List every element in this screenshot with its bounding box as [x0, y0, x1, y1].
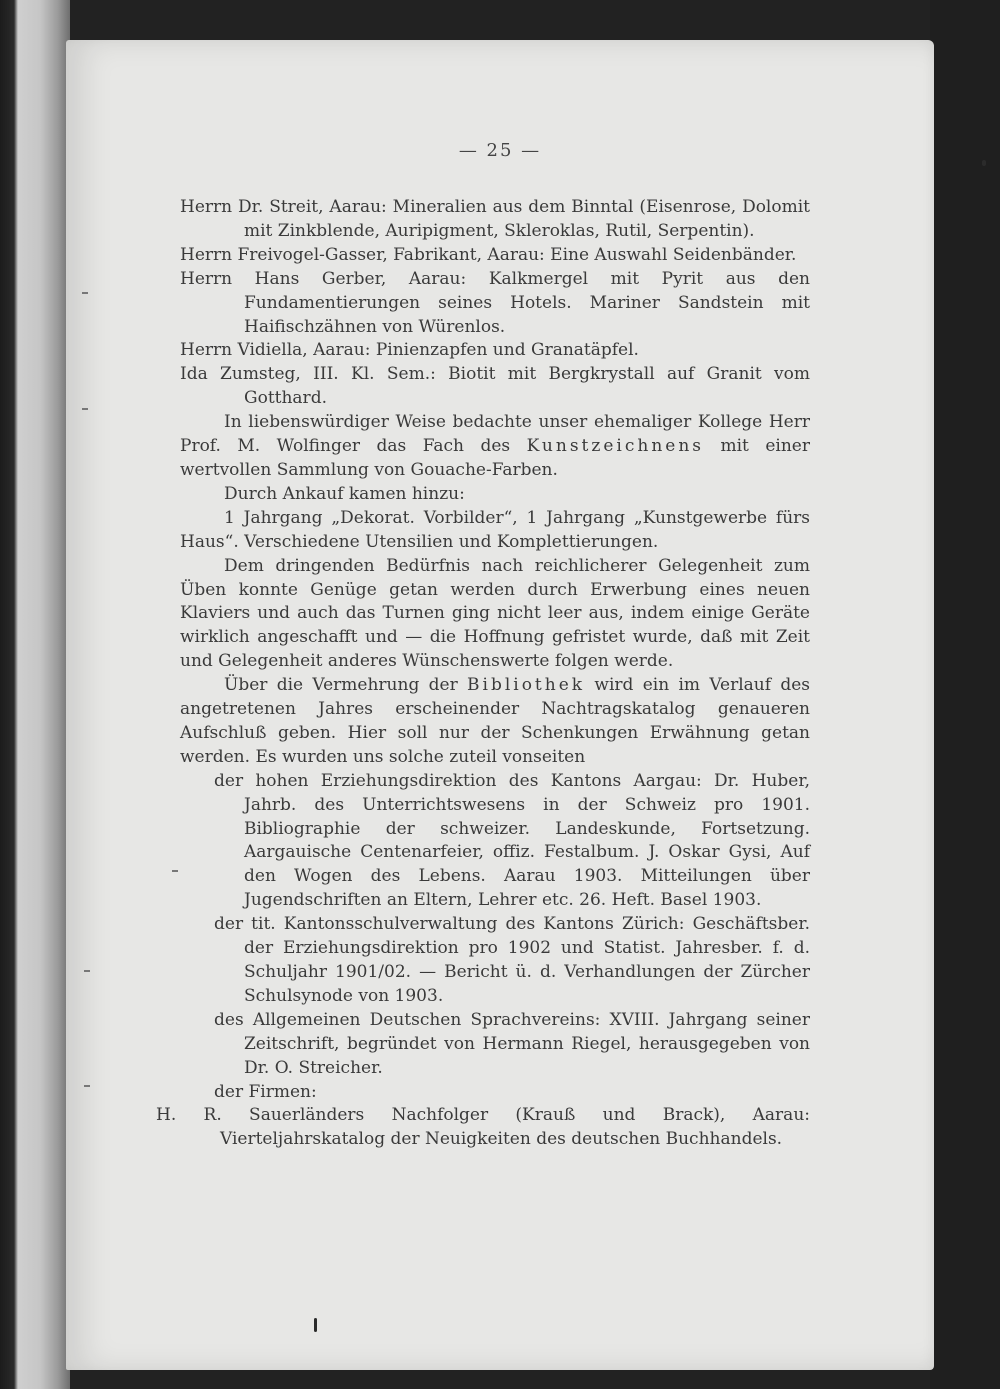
paragraph-beduerfnis: Dem dringenden Bedürfnis nach reichlicherer Gelegenheit zum Üben konnte Genüge getan werden durch Erwerbung eines neuen Klaviers und auch das Turnen ging nicht leer aus, indem einige Geräte wirklich angeschafft und — die Hoffnung gefristet wurde, daß mit Zeit und Gelegenheit anderes Wünschenswerte folgen werde. — [180, 555, 810, 672]
paragraph-wolfinger — [180, 411, 810, 483]
entry-streit: Herrn Dr. Streit, Aarau: Mineralien aus dem Binntal (Eisenrose, Dolomit mit Zinkblende, Auripigment, Skleroklas, Rutil, Serpentin). — [180, 197, 810, 241]
donor-kantonsschulverwaltung: der tit. Kantonsschulverwaltung des Kantons Zürich: Geschäftsber. der Erziehungsdirektion pro 1902 und Statist. Jahresber. f. d. Schuljahr 1901/02. — Bericht ü. d. Verhandlungen der Zürcher Schulsynode von 1903. — [214, 914, 810, 1006]
entry-vidiella: Herrn Vidiella, Aarau: Pinienzapfen und Granatäpfel. — [180, 340, 639, 361]
margin-mark — [82, 408, 88, 410]
margin-mark — [84, 1085, 90, 1087]
margin-mark — [172, 870, 178, 872]
donor-sprachverein: des Allgemeinen Deutschen Sprachvereins: XVIII. Jahrgang seiner Zeitschrift, begründet von Hermann Riegel, herausgegeben von Dr. O. Streicher. — [214, 1009, 810, 1078]
ink-fleck — [314, 1318, 317, 1332]
spaced-word-bibliothek: Bibliothek — [467, 675, 586, 696]
paragraph-ankauf: Durch Ankauf kamen hinzu: — [224, 483, 465, 504]
firmen-entry: H. R. Sauerländers Nachfolger (Krauß und Brack), Aarau: Vierteljahrskatalog der Neuigkeiten des deutschen Buchhandels. — [156, 1105, 810, 1150]
entry-zumsteg: Ida Zumsteg, III. Kl. Sem.: Biotit mit Bergkrystall auf Granit vom Gotthard. — [180, 364, 810, 409]
entry-gerber: Herrn Hans Gerber, Aarau: Kalkmergel mit Pyrit aus den Fundamentierungen seines Hotels. Mariner Sandstein mit Haifischzähnen von Würenlos. — [180, 268, 810, 337]
margin-mark — [84, 970, 90, 972]
margin-mark — [82, 292, 88, 294]
paragraph-bibliothek-before: Über die Vermehrung der — [224, 675, 458, 696]
page-number: — 25 — — [458, 140, 542, 161]
paragraph-bibliothek — [180, 674, 810, 770]
page-body — [156, 196, 811, 1152]
spaced-word-kunstzeichnens: Kunstzeichnens — [526, 436, 704, 457]
facing-page-edge — [0, 0, 70, 1389]
paragraph-wolfinger-before: In liebenswürdiger Weise bedachte unser ehemaliger Kollege Herr Prof. M. Wolfinger das Fach des — [180, 412, 810, 457]
scan-background — [930, 0, 1000, 1389]
paragraph-wolfinger-after: mit einer wertvollen Sammlung von Gouache-Farben. — [180, 436, 810, 480]
donor-erziehungsdirektion: der hohen Erziehungsdirektion des Kantons Aargau: Dr. Huber, Jahrb. des Unterrichtswesens in der Schweiz pro 1901. Bibliographie der schweizer. Landeskunde, Fortsetzung. Aargauische Centenarfeier, offiz. Festalbum. J. Oskar Gysi, Auf den Wogen des Lebens. Aarau 1903. Mitteilungen über Jugendschriften an Eltern, Lehrer etc. 26. Heft. Basel 1903. — [214, 770, 810, 911]
entry-freivogel: Herrn Freivogel-Gasser, Fabrikant, Aarau: Eine Auswahl Seidenbänder. — [180, 244, 797, 265]
paragraph-bibliothek-after: wird ein im Verlauf des angetretenen Jahres erscheinender Nachtragskatalog genaueren Aufschluß geben. Hier soll nur der Schenkungen Erwähnung getan werden. Es wurden uns solche zuteil vonseiten — [180, 675, 811, 767]
paragraph-jahrgang: 1 Jahrgang „Dekorat. Vorbilder“, 1 Jahrgang „Kunstgewerbe fürs Haus“. Verschiedene Utensilien und Komplettierungen. — [180, 507, 810, 552]
firmen-label: der Firmen: — [214, 1081, 317, 1102]
